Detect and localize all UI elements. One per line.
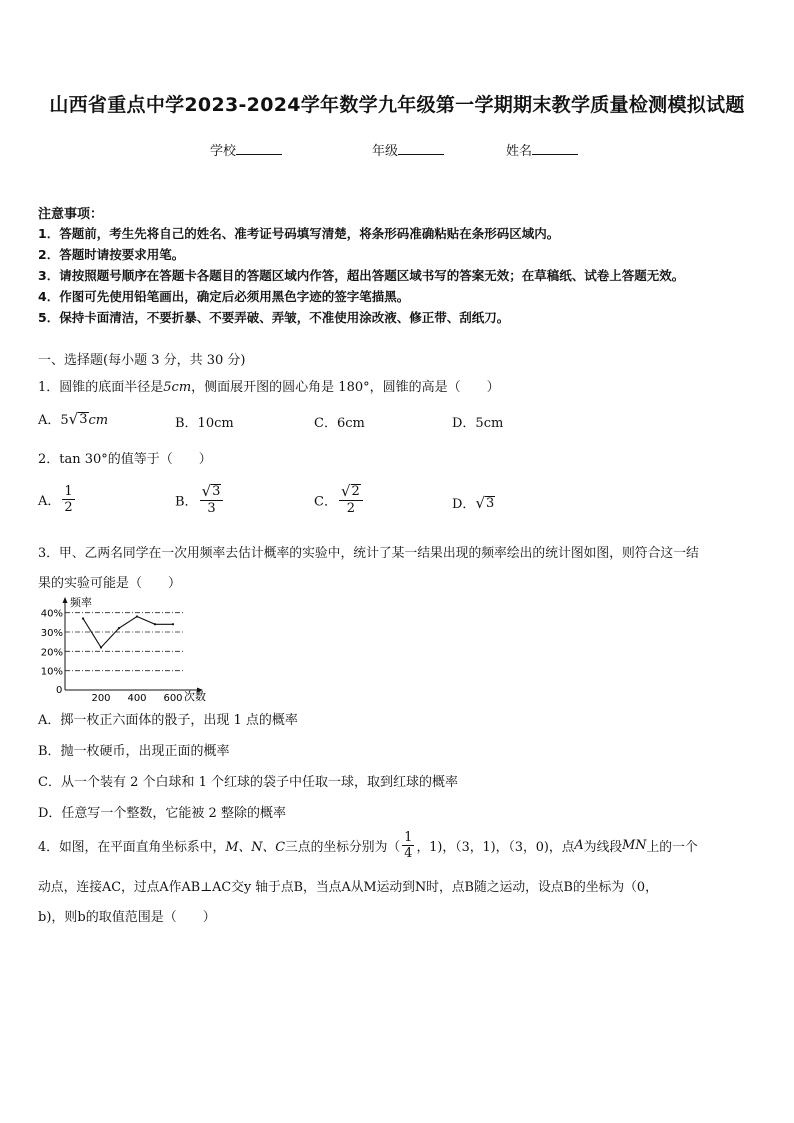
radicand: 3 bbox=[486, 496, 495, 511]
q1-option-a[interactable] bbox=[38, 409, 108, 428]
question-3-line2: 果的实验可能是（ ） bbox=[38, 576, 182, 591]
name-label: 姓名 bbox=[506, 144, 533, 159]
option-coef: 5 bbox=[60, 413, 69, 428]
school-field[interactable] bbox=[210, 140, 282, 159]
numerator: 1 bbox=[64, 484, 73, 499]
q4-text: 上的一个 bbox=[646, 840, 698, 855]
option-label: B． bbox=[175, 494, 198, 510]
data-point bbox=[154, 623, 156, 625]
q3-option-b[interactable]: B．抛一枚硬币，出现正面的概率 bbox=[38, 744, 230, 759]
option-label: C． bbox=[314, 494, 337, 510]
q1-option-c[interactable]: C．6cm bbox=[314, 416, 365, 431]
y-axis-label: 频率 bbox=[70, 596, 92, 609]
sqrt-symbol: √ 3 bbox=[68, 410, 88, 428]
q3-option-d[interactable]: D．任意写一个整数，它能被 2 整除的概率 bbox=[38, 806, 286, 821]
fraction bbox=[200, 484, 224, 516]
x-tick-label: 400 bbox=[127, 693, 147, 704]
q2-option-a[interactable] bbox=[38, 484, 77, 515]
chart-grid bbox=[65, 613, 185, 671]
grade-field[interactable] bbox=[372, 140, 444, 159]
q3-option-a[interactable]: A．掷一枚正六面体的骰子，出现 1 点的概率 bbox=[38, 713, 298, 728]
name-field[interactable] bbox=[506, 140, 578, 159]
data-point bbox=[82, 617, 84, 619]
fraction bbox=[339, 484, 363, 516]
grade-label: 年级 bbox=[372, 144, 399, 159]
data-point bbox=[100, 646, 102, 648]
question-4-line1 bbox=[38, 830, 698, 861]
note-item: 2．答题时请按要求用笔。 bbox=[38, 247, 185, 262]
numerator: √ 2 bbox=[339, 484, 363, 501]
q1-text-a: 1．圆锥的底面半径是 bbox=[38, 380, 164, 395]
note-item: 5．保持卡面清洁，不要折暴、不要弄破、弄皱，不准使用涂改液、修正带、刮纸刀。 bbox=[38, 310, 510, 325]
q3-option-c[interactable]: C．从一个装有 2 个白球和 1 个红球的袋子中任取一球，取到红球的概率 bbox=[38, 775, 459, 790]
school-label: 学校 bbox=[210, 144, 237, 159]
question-4-line3: b)，则b的取值范围是（ ） bbox=[38, 910, 216, 925]
sqrt-symbol: √ 3 bbox=[475, 494, 495, 512]
denominator: 2 bbox=[346, 501, 356, 516]
page-title: 山西省重点中学2023-2024学年数学九年级第一学期期末教学质量检测模拟试题 bbox=[49, 94, 745, 116]
fraction bbox=[62, 484, 74, 515]
y-tick-label: 20% bbox=[40, 647, 63, 659]
radicand: 3 bbox=[79, 412, 88, 427]
q4-text: ，1)，（3，1)，（3，0)，点 bbox=[416, 840, 575, 855]
origin-label: 0 bbox=[56, 685, 63, 696]
q4-text: 4．如图，在平面直角坐标系中， bbox=[38, 840, 226, 855]
q4-text: 为线段 bbox=[583, 840, 623, 855]
y-tick-label: 30% bbox=[40, 628, 63, 639]
fraction bbox=[402, 830, 414, 861]
y-tick-label: 10% bbox=[40, 666, 63, 678]
option-label: A． bbox=[38, 494, 61, 509]
note-item: 1．答题前，考生先将自己的姓名、准考证号码填写清楚，将条形码准确粘贴在条形码区域内。 bbox=[38, 226, 560, 241]
frequency-line-chart bbox=[34, 594, 214, 706]
q1-option-d[interactable]: D．5cm bbox=[452, 416, 504, 431]
data-point bbox=[172, 623, 174, 625]
q4-points: M、N、C bbox=[225, 840, 285, 855]
option-label: A． bbox=[38, 413, 61, 428]
question-4-line2: 动点，连接AC，过点A作AB⊥AC交y 轴于点B，当点A从M运动到N时，点B随之运动，设点B的坐标为（0， bbox=[38, 880, 658, 895]
radicand: 3 bbox=[212, 484, 221, 499]
numerator: √ 3 bbox=[200, 484, 224, 501]
section-heading: 一、选择题(每小题 3 分，共 30 分) bbox=[38, 353, 246, 368]
option-label: D． bbox=[452, 497, 476, 512]
grade-blank[interactable] bbox=[398, 142, 444, 155]
numerator: 1 bbox=[404, 830, 413, 845]
q4-text: 三点的坐标分别为（ bbox=[285, 840, 401, 855]
data-point bbox=[118, 627, 120, 629]
note-item: 3．请按照题号顺序在答题卡各题目的答题区域内作答，超出答题区域书写的答案无效；在草稿纸、试卷上答题无效。 bbox=[38, 268, 685, 283]
q4-point: A bbox=[574, 838, 584, 853]
denominator: 3 bbox=[207, 501, 216, 516]
q2-option-d[interactable] bbox=[452, 493, 495, 512]
data-point bbox=[136, 615, 138, 617]
denominator: 4 bbox=[404, 846, 413, 861]
note-item: 4．作图可先使用铅笔画出，确定后必须用黑色字迹的签字笔描黑。 bbox=[38, 289, 410, 304]
question-2: 2．tan 30°的值等于（ ） bbox=[38, 452, 212, 467]
q2-option-c[interactable] bbox=[314, 484, 365, 516]
x-tick-label: 200 bbox=[91, 693, 111, 704]
q1-option-b[interactable]: B．10cm bbox=[175, 416, 234, 431]
y-tick-label: 40% bbox=[40, 608, 63, 620]
school-blank[interactable] bbox=[236, 142, 282, 155]
q2-option-b[interactable] bbox=[175, 484, 225, 516]
x-tick-label: 600 bbox=[163, 693, 183, 704]
radicand: 2 bbox=[351, 484, 360, 499]
q4-segment: MN bbox=[622, 838, 647, 853]
question-1 bbox=[38, 376, 500, 395]
name-blank[interactable] bbox=[532, 142, 578, 155]
notes-heading: 注意事项： bbox=[38, 207, 104, 222]
q1-text-b: ，侧面展开图的圆心角是 180°，圆锥的高是（ ） bbox=[191, 380, 500, 395]
q1-radius: 5cm bbox=[163, 380, 192, 395]
denominator: 2 bbox=[64, 500, 73, 515]
question-3-line1: 3．甲、乙两名同学在一次用频率去估计概率的实验中，统计了某一结果出现的频率绘出的统计图如图，则符合这一结 bbox=[38, 546, 699, 561]
x-axis-label: 次数 bbox=[184, 690, 206, 703]
y-axis-arrow bbox=[63, 597, 68, 603]
option-unit: cm bbox=[88, 413, 109, 428]
